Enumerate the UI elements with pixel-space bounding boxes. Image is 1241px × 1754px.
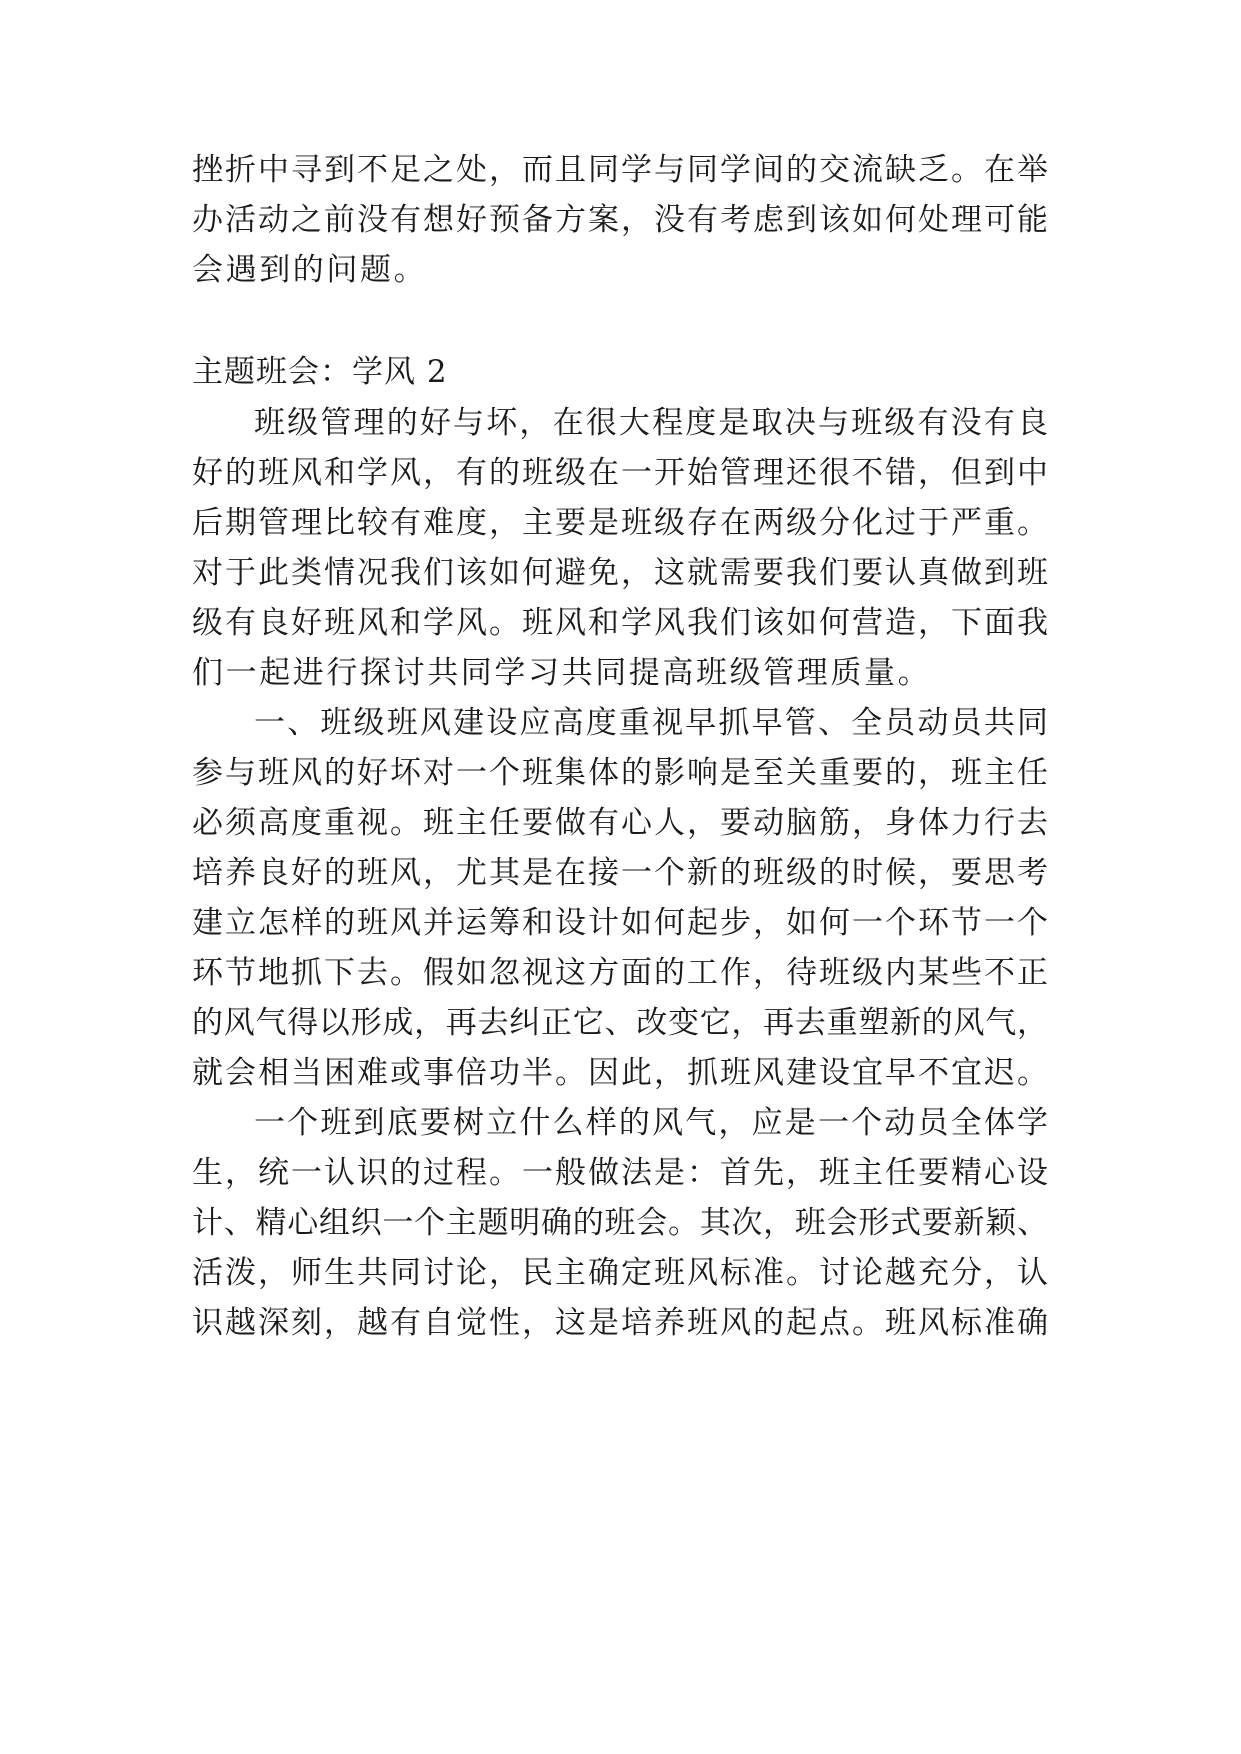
paragraph-line: 会遇到的问题。 (192, 252, 428, 288)
paragraph-line: 级有良好班风和学风。班风和学风我们该如何营造，下面我 (192, 605, 1048, 641)
paragraph-line: 对于此类情况我们该如何避免，这就需要我们要认真做到班 (192, 555, 1048, 591)
paragraph-line: 培养良好的班风，尤其是在接一个新的班级的时候，要思考 (192, 855, 1048, 891)
paragraph-line: 一、班级班风建设应高度重视早抓早管、全员动员共同 (254, 705, 1048, 741)
section-heading: 主题班会：学风 2 (192, 354, 448, 390)
paragraph-line: 一个班到底要树立什么样的风气，应是一个动员全体学 (254, 1105, 1048, 1141)
paragraph-line: 们一起进行探讨共同学习共同提高班级管理质量。 (192, 655, 932, 691)
paragraph-line: 班级管理的好与坏，在很大程度是取决与班级有没有良 (254, 405, 1048, 441)
paragraph-line: 办活动之前没有想好预备方案，没有考虑到该如何处理可能 (192, 202, 1048, 238)
paragraph-line: 好的班风和学风，有的班级在一开始管理还很不错，但到中 (192, 455, 1048, 491)
paragraph-line: 就会相当困难或事倍功半。因此，抓班风建设宜早不宜迟。 (192, 1055, 1048, 1091)
paragraph-line: 计、精心组织一个主题明确的班会。其次，班会形式要新颖、 (192, 1205, 1048, 1241)
paragraph-line: 的风气得以形成，再去纠正它、改变它，再去重塑新的风气， (192, 1005, 1048, 1041)
paragraph-line: 挫折中寻到不足之处，而且同学与同学间的交流缺乏。在举 (192, 152, 1048, 188)
paragraph-line: 生，统一认识的过程。一般做法是：首先，班主任要精心设 (192, 1155, 1048, 1191)
paragraph-line: 建立怎样的班风并运筹和设计如何起步，如何一个环节一个 (192, 905, 1048, 941)
paragraph-line: 识越深刻，越有自觉性，这是培养班风的起点。班风标准确 (192, 1305, 1048, 1341)
paragraph-line: 后期管理比较有难度，主要是班级存在两级分化过于严重。 (192, 505, 1048, 541)
paragraph-line: 必须高度重视。班主任要做有心人，要动脑筋，身体力行去 (192, 805, 1048, 841)
paragraph-line: 参与班风的好坏对一个班集体的影响是至关重要的，班主任 (192, 755, 1048, 791)
paragraph-line: 环节地抓下去。假如忽视这方面的工作，待班级内某些不正 (192, 955, 1048, 991)
paragraph-line: 活泼，师生共同讨论，民主确定班风标准。讨论越充分，认 (192, 1255, 1048, 1291)
